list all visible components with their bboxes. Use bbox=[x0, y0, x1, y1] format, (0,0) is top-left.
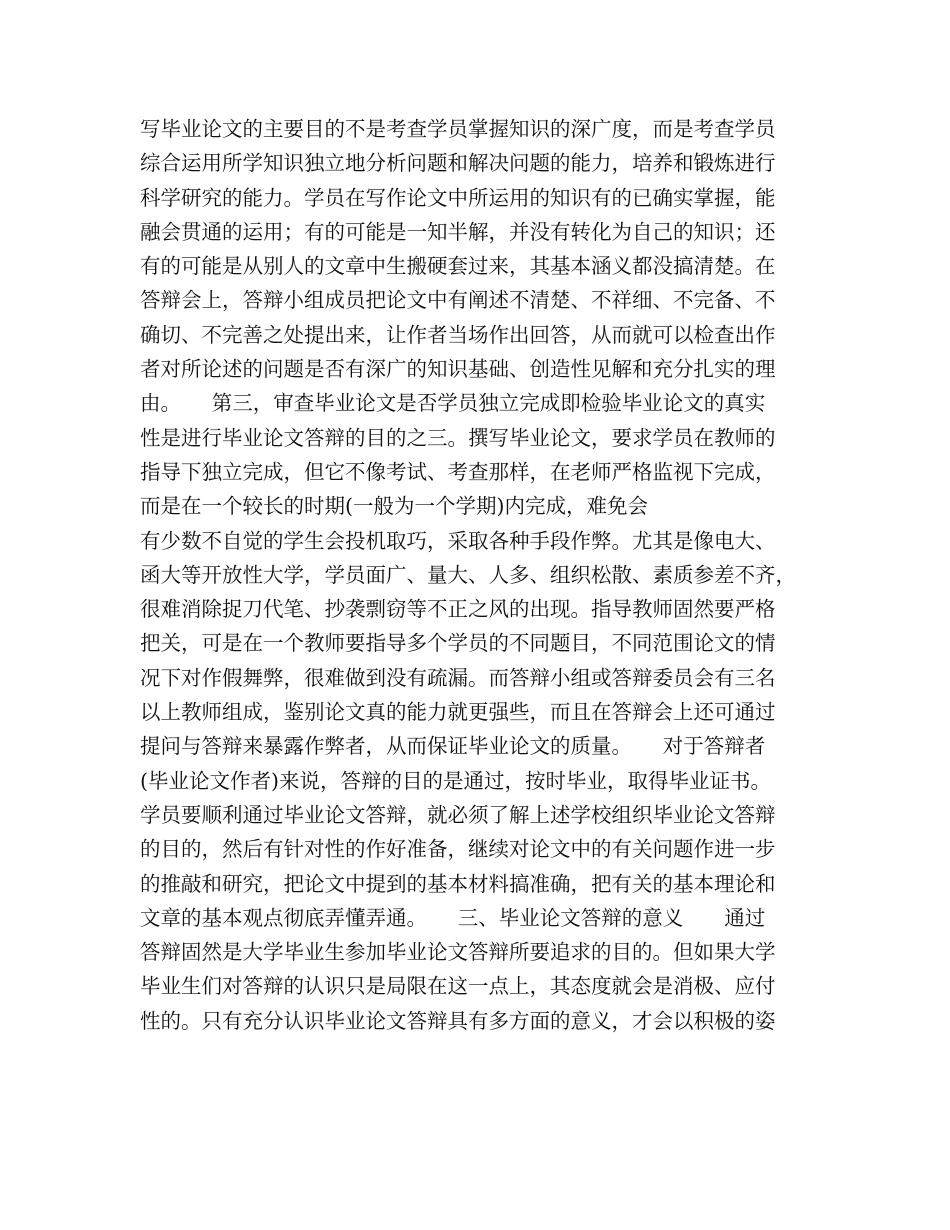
text-line: 答辩会上，答辩小组成员把论文中有阐述不清楚、不祥细、不完备、不 bbox=[140, 288, 776, 313]
text-line: 写毕业论文的主要目的不是考查学员掌握知识的深广度，而是考查学员 bbox=[140, 117, 776, 141]
text-line: 有少数不自觉的学生会投机取巧，采取各种手段作弊。尤其是像电大、 bbox=[140, 528, 776, 553]
text-line: 确切、不完善之处提出来，让作者当场作出回答，从而就可以检查出作 bbox=[140, 322, 776, 347]
text-line: 有的可能是从别人的文章中生搬硬套过来，其基本涵义都没搞清楚。在 bbox=[140, 254, 776, 279]
text-line: 提问与答辩来暴露作弊者，从而保证毕业论文的质量。 对于答辩者 bbox=[140, 734, 766, 759]
text-line: 综合运用所学知识独立地分析问题和解决问题的能力，培养和锻炼进行 bbox=[140, 151, 776, 176]
text-line: 答辩固然是大学毕业生参加毕业论文答辩所要追求的目的。但如果大学 bbox=[140, 940, 776, 965]
text-line: 文章的基本观点彻底弄懂弄通。 三、毕业论文答辩的意义 通过 bbox=[140, 905, 766, 930]
text-line: 的推敲和研究，把论文中提到的基本材料搞准确，把有关的基本理论和 bbox=[140, 871, 776, 896]
text-line: 由。 第三，审查毕业论文是否学员独立完成即检验毕业论文的真实 bbox=[140, 391, 766, 416]
text-line: 毕业生们对答辩的认识只是局限在这一点上，其态度就会是消极、应付 bbox=[140, 974, 776, 999]
text-line: 科学研究的能力。学员在写作论文中所运用的知识有的已确实掌握，能 bbox=[140, 185, 776, 210]
text-line: 性是进行毕业论文答辩的目的之三。撰写毕业论文，要求学员在教师的 bbox=[140, 425, 776, 450]
text-line: 者对所论述的问题是否有深广的知识基础、创造性见解和充分扎实的理 bbox=[140, 357, 776, 382]
text-line: 的目的，然后有针对性的作好准备，继续对论文中的有关问题作进一步 bbox=[140, 837, 776, 862]
text-line: 很难消除捉刀代笔、抄袭剽窃等不正之风的出现。指导教师固然要严格 bbox=[140, 597, 776, 622]
text-line: 把关，可是在一个教师要指导多个学员的不同题目，不同范围论文的情 bbox=[140, 631, 776, 656]
document-body bbox=[140, 112, 830, 1038]
text-line: 而是在一个较长的时期(一般为一个学期)内完成，难免会 bbox=[140, 494, 648, 519]
text-line: 函大等开放性大学，学员面广、量大、人多、组织松散、素质参差不齐， bbox=[140, 562, 796, 587]
text-line: 学员要顺利通过毕业论文答辩，就必须了解上述学校组织毕业论文答辩 bbox=[140, 802, 776, 827]
text-line: 融会贯通的运用；有的可能是一知半解，并没有转化为自己的知识；还 bbox=[140, 219, 776, 244]
text-line: 指导下独立完成，但它不像考试、考查那样，在老师严格监视下完成， bbox=[140, 459, 776, 484]
text-line: 以上教师组成，鉴别论文真的能力就更强些，而且在答辩会上还可通过 bbox=[140, 700, 776, 725]
text-line: 性的。只有充分认识毕业论文答辩具有多方面的意义，才会以积极的姿 bbox=[140, 1008, 776, 1033]
text-line: 况下对作假舞弊，很难做到没有疏漏。而答辩小组或答辩委员会有三名 bbox=[140, 665, 776, 690]
text-line: (毕业论文作者)来说，答辩的目的是通过，按时毕业，取得毕业证书。 bbox=[140, 768, 771, 793]
